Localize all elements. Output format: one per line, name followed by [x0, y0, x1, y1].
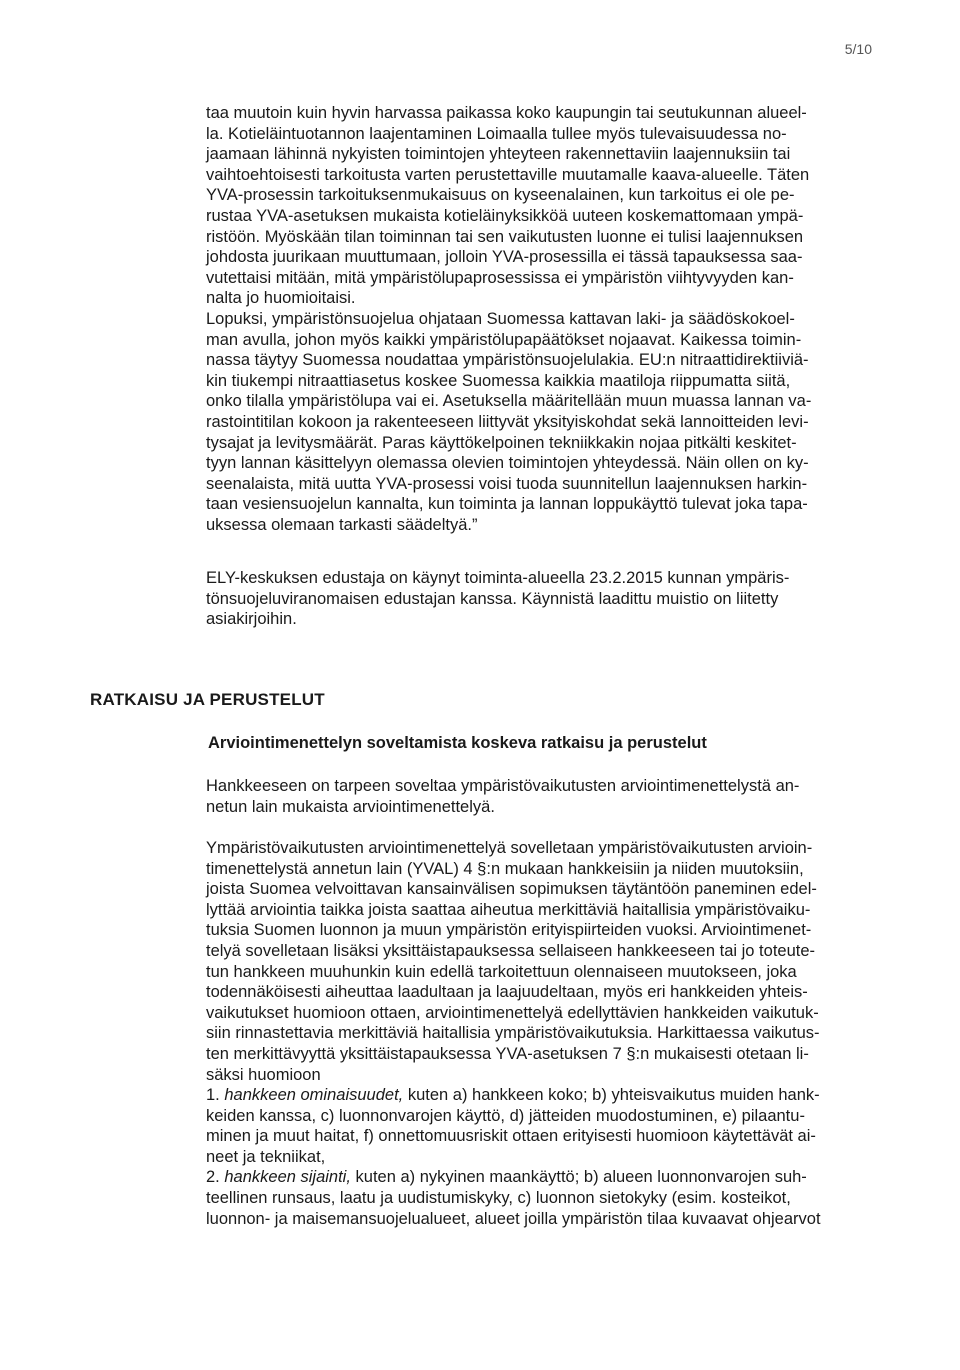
text-line: onko tilalla ympäristölupa vai ei. Asetuksella määritellään muun muassa lannan va- — [206, 392, 812, 411]
text-line: vaihtoehtoisesti tarkoitusta varten perustettaville muutamalle kaava-alueelle. Täten — [206, 165, 810, 184]
text-line: la. Kotieläintuotannon laajentaminen Loimaalla tullee myös tulevaisuudessa no- — [206, 124, 787, 143]
text-line: Hankkeeseen on tarpeen soveltaa ympäristövaikutusten arviointimenettelystä an- — [206, 777, 800, 795]
text-line: Lopuksi, ympäristönsuojelua ohjataan Suomessa kattavan laki- ja säädöskokoel- — [206, 309, 795, 328]
text-line: nalta jo huomioitaisi. — [206, 289, 356, 308]
sub-heading: Arviointimenettelyn soveltamista koskeva ratkaisu ja perustelut — [208, 734, 707, 752]
text-line: ten merkittävyyttä yksittäistapauksessa YVA-asetuksen 7 §:n mukaisesti otetaan li- — [206, 1044, 809, 1063]
text-line: taa muutoin kuin hyvin harvassa paikassa koko kaupungin tai seutukunnan alueel- — [206, 104, 807, 122]
text-line: vutettaisi mitään, mitä ympäristölupaprosessissa ei ympäristön viihtyvyyden kan- — [206, 268, 794, 287]
text-line — [206, 1167, 896, 1188]
quote-paragraph — [206, 103, 896, 535]
text-line: tun hankkeen muuhunkin kuin edellä tarkoitettuun olennaiseen muutokseen, joka — [206, 962, 797, 981]
text-line: tuksia Suomen luonnon ja muun ympäristön erityispiirteiden vuoksi. Arviointimenet- — [206, 921, 812, 940]
text-line: teellinen runsaus, laatu ja uudistumiskyky, c) luonnon sietokyky (esim. kosteikot, — [206, 1188, 791, 1207]
text-line — [206, 1085, 896, 1106]
criteria-list — [206, 1085, 896, 1229]
page-number: 5/10 — [844, 41, 872, 57]
text-line: tysajat ja levitysmäärät. Paras käyttökelpoinen tekniikkakin nojaa pitkälti keskitet- — [206, 433, 797, 452]
criteria-list-item — [206, 1085, 896, 1167]
text-line: todennäköisesti aiheuttaa laadultaan ja laajuudeltaan, myös eri hankkeiden yhteis- — [206, 983, 808, 1002]
text-line: telyä sovelletaan lisäksi yksittäistapauksessa sellaiseen hankkeeseen tai jo toteute- — [206, 941, 816, 960]
text-line: vaikutukset huomioon ottaen, arviointimenettelyä edellyttävien hankkeiden vaikutuk- — [206, 1003, 819, 1022]
text-line: rastointitilan kokoon ja rakenteeseen liittyvät yksityiskohdat sekä lannoitteiden levi- — [206, 412, 809, 431]
criteria-list-item — [206, 1167, 896, 1229]
text-line: Ympäristövaikutusten arviointimenettelyä sovelletaan ympäristövaikutusten arvioin- — [206, 839, 813, 857]
text-line: man avulla, johon myös kaikki ympäristölupapäätökset nojaavat. Kaikessa toimin- — [206, 330, 802, 349]
text-line: uksessa olemaan tarkasti säädeltyä.” — [206, 515, 478, 534]
text-line: taan vesiensuojelun kannalta, kun toiminta ja lannan loppukäyttö tulevat joka tapa- — [206, 495, 808, 514]
text-line: keiden kanssa, c) luonnonvarojen käyttö, d) jätteiden muodostuminen, e) pilaantu- — [206, 1106, 805, 1125]
text-line: lyttää arviointia taikka joista saattaa aiheutua merkittäviä haitallisia ympäristövaiku- — [206, 900, 811, 919]
text-line: timenettelystä annetun lain (YVAL) 4 §:n mukaan hankkeisiin ja niiden muutoksiin, — [206, 859, 804, 878]
text-line: siin rinnastettavia merkittäviä haitallisia ympäristövaikutuksia. Harkittaessa vaikutus- — [206, 1024, 820, 1043]
legal-basis-paragraph — [206, 838, 896, 1085]
text-line: neet ja tekniikat, — [206, 1147, 326, 1166]
list-number: 1. — [206, 1086, 225, 1104]
criteria-term: hankkeen ominaisuudet, — [224, 1086, 404, 1104]
section-heading: RATKAISU JA PERUSTELUT — [90, 690, 325, 709]
criteria-description: kuten a) hankkeen koko; b) yhteisvaikutus muiden hank- — [403, 1086, 820, 1104]
text-line: nassa täytyy Suomessa noudattaa ympäristönsuojelulakia. EU:n nitraattidirektiiviä- — [206, 351, 809, 370]
text-line: tyyn lannan käsittelyyn olemassa olevien toimintojen yhteydessä. Näin ollen on ky- — [206, 454, 809, 473]
text-line: johdosta juurikaan muuttumaan, jolloin YVA-prosessilla ei tässä tapauksessa saa- — [206, 248, 803, 267]
text-line: asiakirjoihin. — [206, 610, 297, 629]
text-line: joista Suomea velvoittavan kansainvälisen sopimuksen täytäntöön paneminen edel- — [206, 880, 817, 899]
text-line: kin tiukempi nitraattiasetus koskee Suomessa kaikkia maatiloja riippumatta siitä, — [206, 371, 791, 390]
text-line: säksi huomioon — [206, 1065, 321, 1084]
text-line: seenalaista, mitä uutta YVA-prosessi voisi tuoda suunnitellun laajennuksen harkin- — [206, 474, 808, 493]
text-line: luonnon- ja maisemansuojelualueet, alueet joilla ympäristön tilaa kuvaavat ohjearvot — [206, 1209, 821, 1228]
decision-paragraph — [206, 776, 896, 817]
criteria-description: kuten a) nykyinen maankäyttö; b) alueen luonnonvarojen suh- — [350, 1168, 807, 1187]
text-line: netun lain mukaista arviointimenettelyä. — [206, 797, 495, 816]
text-line: minen ja muut haitat, f) onnettomuusriskit ottaen erityisesti huomioon käytettävät ai- — [206, 1127, 816, 1146]
ely-visit-paragraph — [206, 568, 896, 630]
text-line: tönsuojeluviranomaisen edustajan kanssa. Käynnistä laadittu muistio on liitetty — [206, 589, 779, 608]
text-line: ELY-keskuksen edustaja on käynyt toiminta-alueella 23.2.2015 kunnan ympäris- — [206, 569, 790, 587]
list-number: 2. — [206, 1168, 225, 1187]
text-line: rustaa YVA-asetuksen mukaista kotieläinyksikköä uuteen koskemattomaan ympä- — [206, 206, 804, 225]
text-line: YVA-prosessin tarkoituksenmukaisuus on kyseenalainen, kun tarkoitus ei ole pe- — [206, 186, 795, 205]
criteria-term: hankkeen sijainti, — [224, 1168, 351, 1187]
text-line: jaamaan lähinnä nykyisten toimintojen yhteyteen rakennettaviin laajennuksiin tai — [206, 145, 791, 164]
text-line: ristöön. Myöskään tilan toiminnan tai sen vaikutusten luonne ei tulisi laajennuksen — [206, 227, 804, 246]
